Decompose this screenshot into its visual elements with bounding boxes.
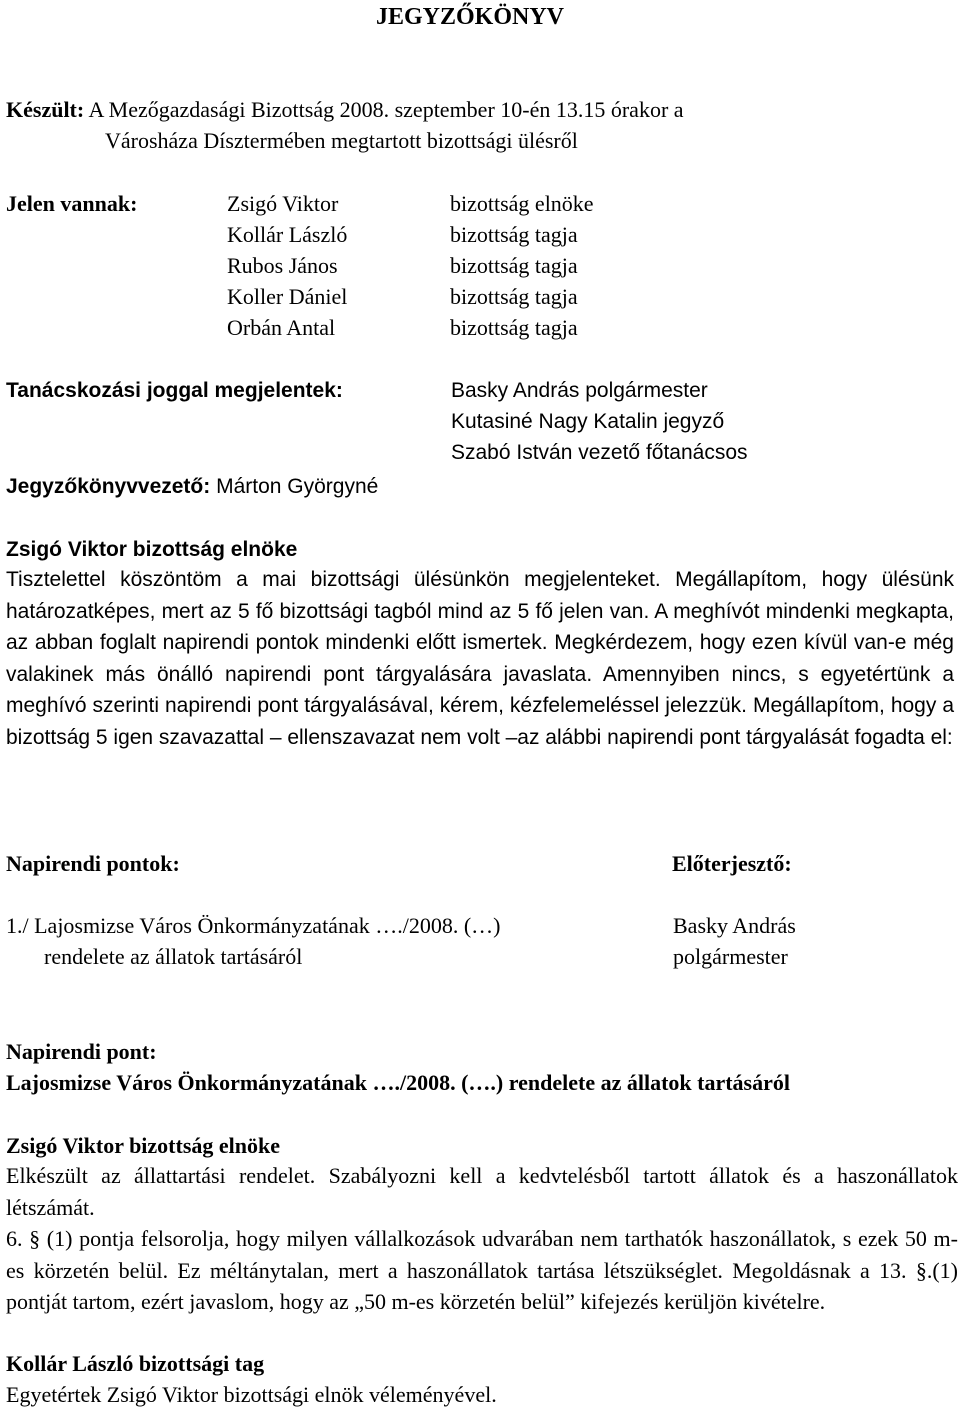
item-speaker-2: Kollár László bizottsági tag [6,1351,265,1376]
opening-paragraph: Tisztelettel köszöntöm a mai bizottsági ülésünkön megjelenteket. Megállapítom, hogy ülésünk határozatképes, mert az 5 fő bizottsági tagból mind az 5 fő jelen van. A meghívót mindenki megkapta, az abban foglalt napirendi pontok mindenki előtt ismertek. Megkérdezem, hogy ezen kívül van-e még valakinek más önálló napirendi pont tárgyalására javaslata. Amennyiben nincs, s egyetértünk a meghívó szerinti napirendi pont tárgyalásával, kérem, kézfelemeléssel jelezzük. Megállapítom, hogy a bizottság 5 igen szavazattal – ellenszavazat nem volt –az alábbi napirendi pont tárgyalását fogadta el: [6,568,954,749]
recorder-line [6,474,378,500]
presenter-title: polgármester [673,944,788,969]
item-title-text: Lajosmizse Város Önkormányzatának …./2008. (….) rendelete az állatok tartásáról [6,1070,790,1095]
member-role: bizottság tagja [450,315,578,340]
prepared-text-1: A Mezőgazdasági Bizottság 2008. szeptember 10-én 13.15 órakor a [88,97,684,122]
recorder-name: Márton Györgyné [216,475,379,498]
recorder-label: Jegyzőkönyvvezető: [6,475,211,498]
member-role: bizottság tagja [450,222,578,247]
member-role: bizottság tagja [450,284,578,309]
item-paragraph-1: Elkészült az állattartási rendelet. Szabályozni kell a kedvtelésből tartott állatok és a haszonállatok létszámát. [6,1163,958,1220]
advisory-person: Szabó István vezető főtanácsos [451,441,748,464]
member-name: Koller Dániel [227,284,348,309]
opening-text [6,564,954,753]
item-title [6,1067,958,1099]
advisory-person: Basky András polgármester [451,379,708,402]
prepared-line-2: Városháza Dísztermében megtartott bizottsági ülésről [105,128,578,153]
member-name: Orbán Antal [227,315,336,340]
item-text-1 [6,1160,958,1223]
member-name: Rubos János [227,253,338,278]
member-role: bizottság elnöke [450,191,594,216]
present-label: Jelen vannak: [6,191,138,216]
item-speaker-1: Zsigó Viktor bizottság elnöke [6,1133,281,1158]
agenda-item-line-2: rendelete az állatok tartásáról [44,944,303,969]
agenda-item-line-1: 1./ Lajosmizse Város Önkormányzatának …./2008. (…) [6,913,501,938]
member-name: Zsigó Viktor [227,191,339,216]
item-paragraph-2: 6. § (1) pontja felsorolja, hogy milyen vállalkozások udvarában nem tarthatók haszonállatok, s ezek 50 m-es körzetén belül. Ez méltánytalan, mert a haszonállatok tartása létszükséglet. Megoldásnak a 13. §.(1) pontját tartom, ezért javaslom, hogy az „50 m-es körzetén belül” kifejezés kerüljön kivételre. [6,1226,958,1314]
prepared-label: Készült: [6,97,85,122]
document-title: JEGYZŐKÖNYV [376,4,565,30]
opening-speaker: Zsigó Viktor bizottság elnöke [6,538,298,561]
agenda-heading: Napirendi pontok: [6,851,180,876]
advisory-person: Kutasiné Nagy Katalin jegyző [451,410,725,433]
member-name: Kollár László [227,222,348,247]
item-heading: Napirendi pont: [6,1039,157,1064]
advisory-label: Tanácskozási joggal megjelentek: [6,379,343,402]
member-role: bizottság tagja [450,253,578,278]
prepared-line-1 [6,97,684,123]
presenter-name: Basky András [673,913,796,938]
presenter-heading: Előterjesztő: [672,851,792,876]
item-text-3: Egyetértek Zsigó Viktor bizottsági elnök véleményével. [6,1382,497,1407]
item-text-2 [6,1223,958,1318]
